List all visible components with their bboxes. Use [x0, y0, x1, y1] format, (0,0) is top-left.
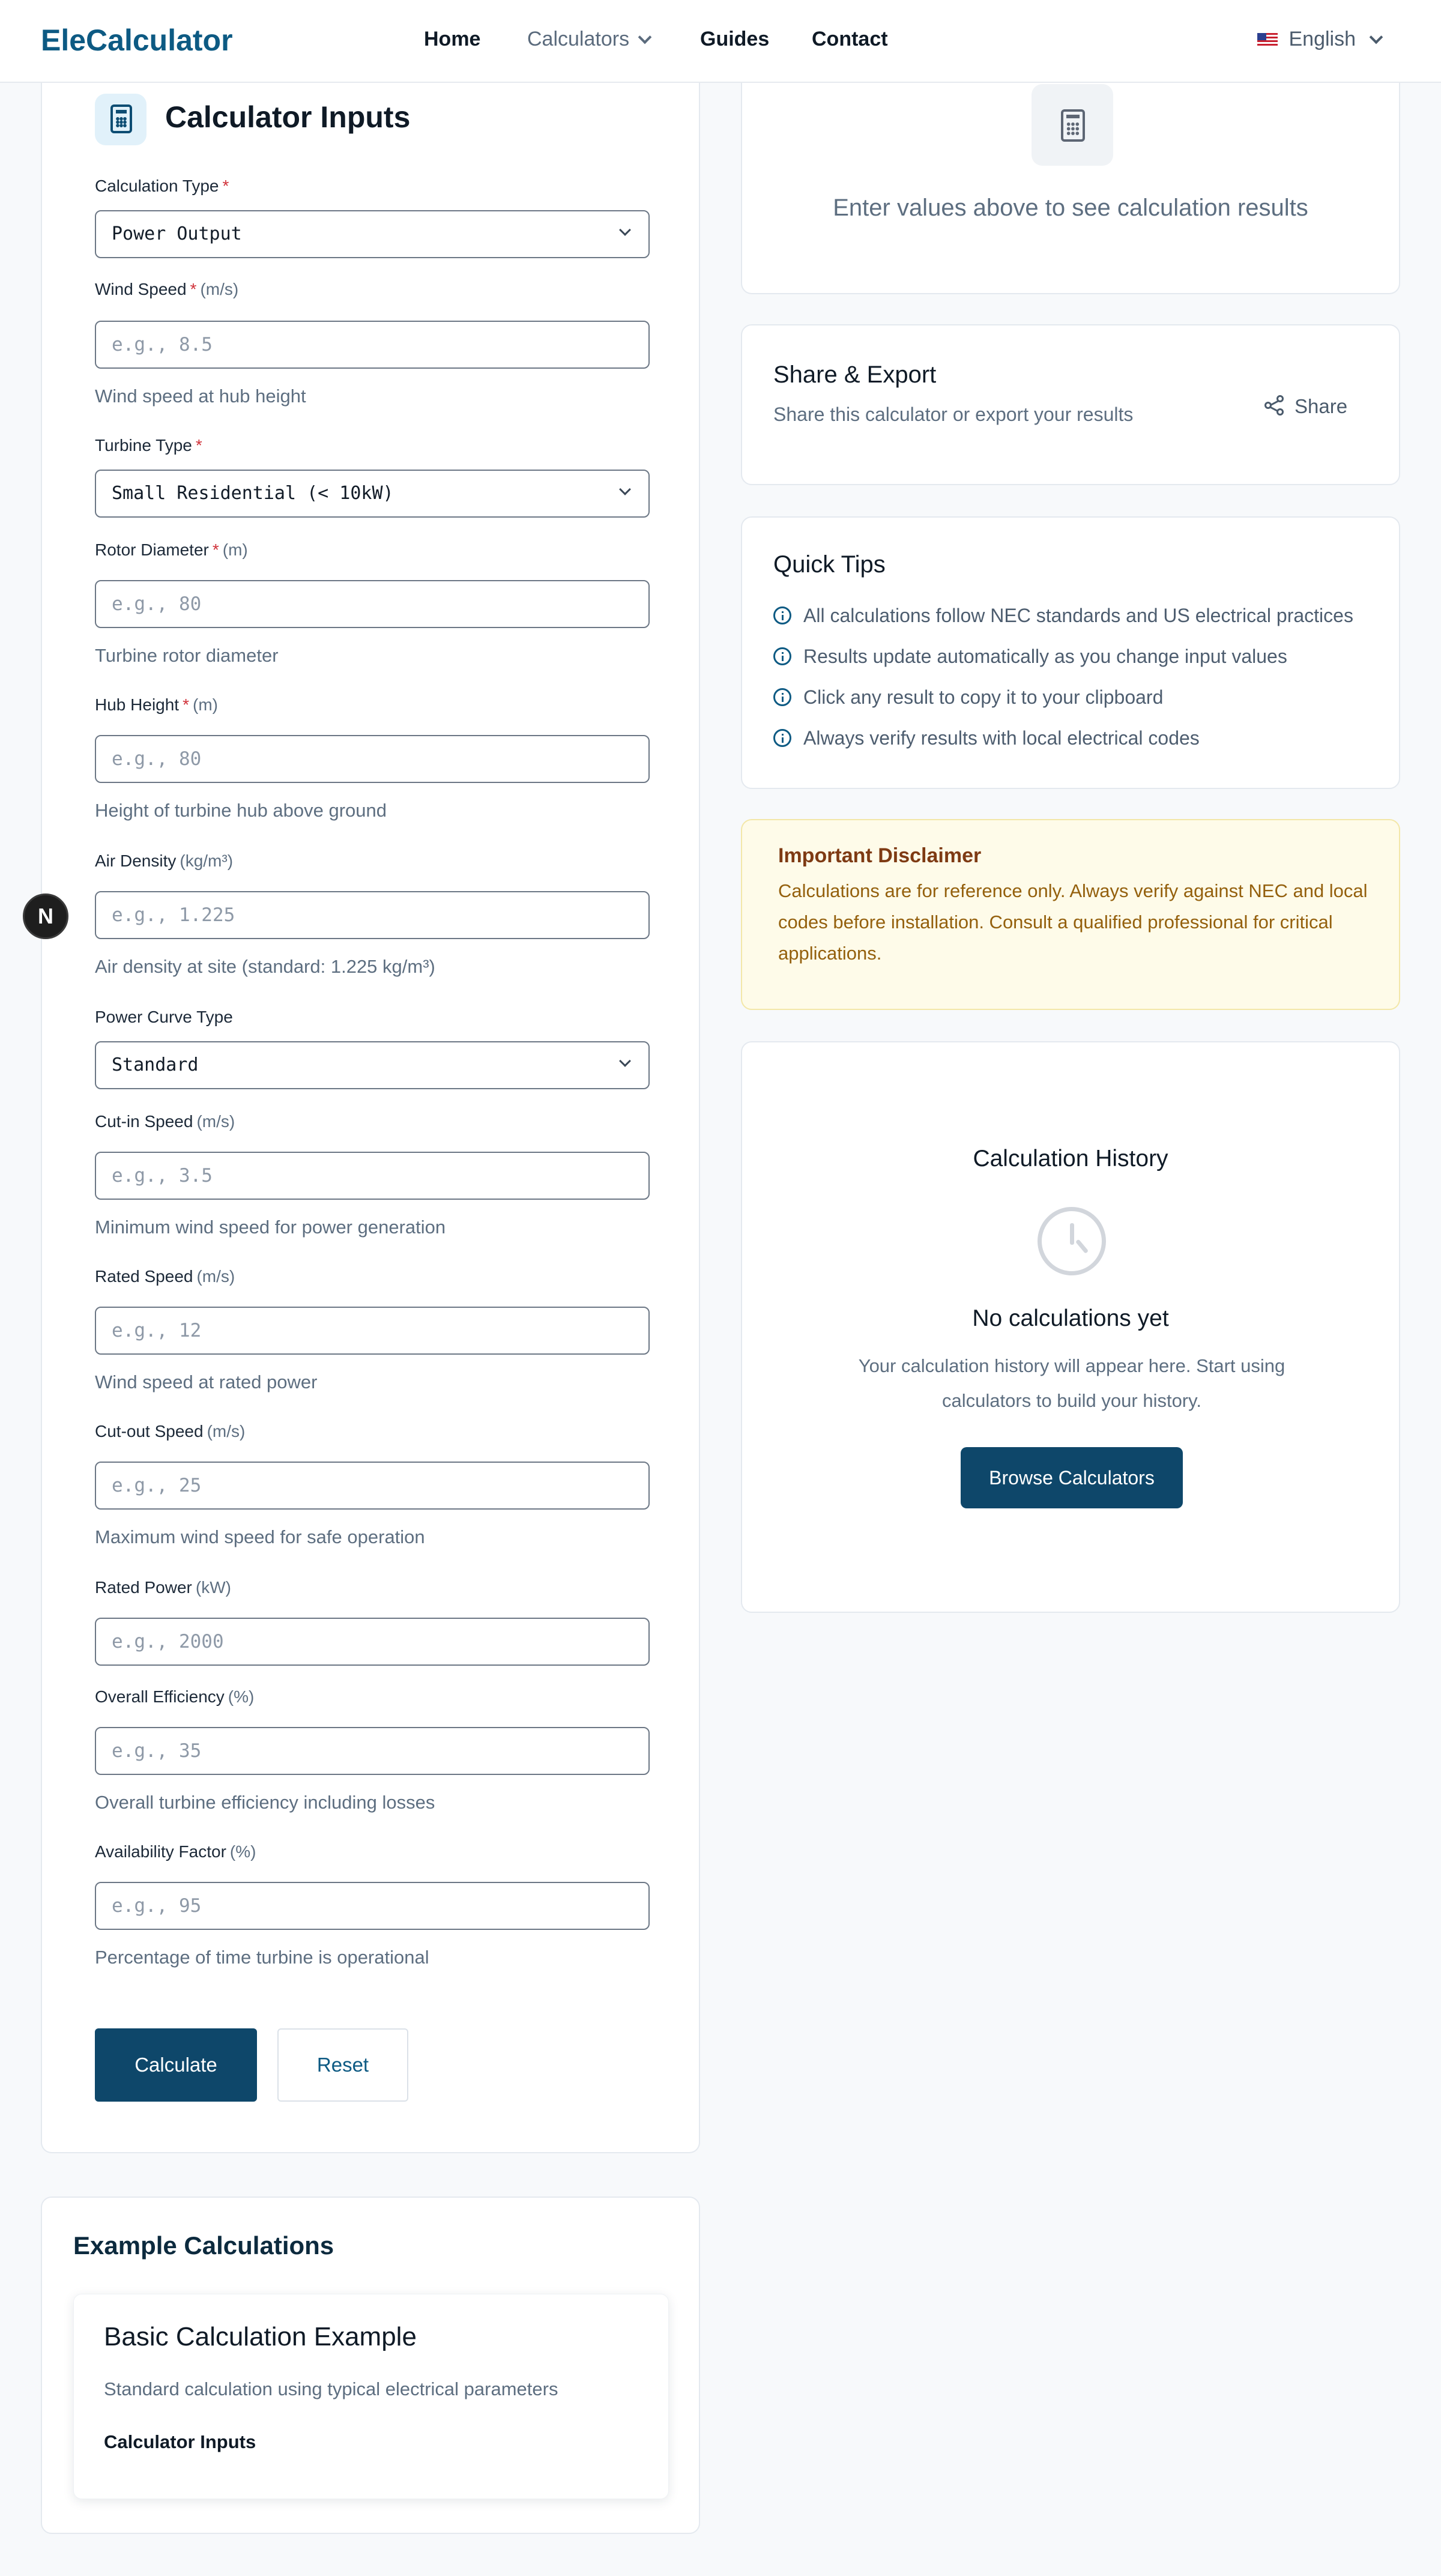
calculation-type-value: Power Output [112, 223, 242, 244]
tip-item: Results update automatically as you change input values [773, 645, 1287, 668]
unit-label: (kg/m³) [180, 851, 234, 870]
calculation-history-card [741, 1041, 1400, 1613]
power-curve-type-select[interactable] [95, 1041, 650, 1089]
example-item-title: Basic Calculation Example [104, 2322, 417, 2351]
example-calculations-card [41, 2197, 700, 2534]
chevron-down-icon [619, 483, 631, 495]
nav-contact[interactable]: Contact [812, 28, 888, 50]
wind-speed-help: Wind speed at hub height [95, 385, 306, 407]
rated-speed-label: Rated Speed (m/s) [95, 1267, 235, 1286]
us-flag-icon [1257, 33, 1278, 46]
unit-label: (m/s) [196, 1112, 235, 1131]
rated-power-label: Rated Power (kW) [95, 1578, 231, 1597]
browse-calculators-button[interactable]: Browse Calculators [961, 1447, 1183, 1508]
required-marker: * [183, 695, 189, 714]
turbine-type-select[interactable] [95, 470, 650, 518]
history-empty-title: No calculations yet [972, 1305, 1169, 1331]
overall-efficiency-input[interactable] [95, 1727, 650, 1775]
calculator-icon [1061, 109, 1085, 142]
availability-factor-input[interactable] [95, 1882, 650, 1930]
chevron-down-icon [638, 31, 652, 44]
calculator-icon-tile [1032, 84, 1113, 166]
unit-label: (m/s) [200, 280, 239, 298]
calculator-icon [110, 104, 132, 133]
cut-in-speed-label: Cut-in Speed (m/s) [95, 1112, 235, 1131]
site-logo[interactable]: EleCalculator [41, 23, 233, 57]
wind-speed-input[interactable] [95, 321, 650, 369]
overall-efficiency-help: Overall turbine efficiency including losses [95, 1792, 435, 1813]
example-item-subheading: Calculator Inputs [104, 2431, 256, 2452]
cut-out-speed-label: Cut-out Speed (m/s) [95, 1422, 246, 1441]
share-title: Share & Export [773, 361, 937, 388]
nav-calculators[interactable] [527, 28, 650, 51]
tip-item: Click any result to copy it to your clipboard [773, 686, 1163, 709]
nav-home[interactable]: Home [424, 28, 481, 50]
turbine-type-value: Small Residential (< 10kW) [112, 483, 394, 504]
required-marker: * [222, 177, 229, 195]
results-card [741, 60, 1400, 294]
air-density-input[interactable] [95, 891, 650, 939]
disclaimer-title: Important Disclaimer [778, 844, 982, 867]
info-icon [773, 606, 791, 624]
required-marker: * [195, 436, 202, 455]
quick-tips-title: Quick Tips [773, 551, 886, 578]
cut-out-speed-help: Maximum wind speed for safe operation [95, 1526, 425, 1547]
calculation-type-label: Calculation Type * [95, 177, 229, 195]
tip-item: All calculations follow NEC standards and US electrical practices [773, 604, 1353, 627]
example-calculations-title: Example Calculations [73, 2231, 334, 2260]
air-density-label: Air Density (kg/m³) [95, 851, 234, 870]
wind-speed-label: Wind Speed * (m/s) [95, 280, 239, 298]
power-curve-type-label: Power Curve Type [95, 1008, 233, 1026]
share-icon [1264, 395, 1286, 417]
unit-label: (m/s) [196, 1267, 235, 1286]
reset-button[interactable]: Reset [277, 2028, 408, 2102]
language-selector[interactable] [1257, 28, 1381, 51]
tip-item: Always verify results with local electrical codes [773, 727, 1200, 749]
hub-height-label: Hub Height * (m) [95, 695, 218, 714]
hub-height-help: Height of turbine hub above ground [95, 800, 387, 821]
rotor-diameter-label: Rotor Diameter * (m) [95, 540, 248, 559]
info-icon [773, 647, 791, 665]
availability-factor-help: Percentage of time turbine is operational [95, 1947, 429, 1968]
disclaimer-box [741, 819, 1400, 1010]
rated-power-input[interactable] [95, 1618, 650, 1666]
dev-tools-badge[interactable]: N [23, 893, 68, 939]
history-empty-description: Your calculation history will appear here. Start using calculators to build your history. [858, 1355, 1285, 1411]
history-title: Calculation History [973, 1146, 1168, 1172]
unit-label: (%) [229, 1842, 256, 1861]
calculator-icon-tile [95, 94, 147, 145]
rotor-diameter-help: Turbine rotor diameter [95, 645, 279, 666]
chevron-down-icon [1370, 31, 1383, 44]
chevron-down-icon [619, 1055, 631, 1067]
power-curve-type-value: Standard [112, 1054, 199, 1075]
unit-label: (kW) [195, 1578, 231, 1597]
nav-guides[interactable]: Guides [700, 28, 770, 50]
rated-speed-help: Wind speed at rated power [95, 1371, 318, 1392]
air-density-help: Air density at site (standard: 1.225 kg/m³) [95, 956, 435, 977]
calculate-button[interactable]: Calculate [95, 2028, 257, 2102]
share-description: Share this calculator or export your results [773, 404, 1134, 425]
nav-calculators-label: Calculators [527, 28, 630, 50]
clock-icon [1038, 1207, 1106, 1275]
example-item[interactable] [73, 2294, 669, 2499]
overall-efficiency-label: Overall Efficiency (%) [95, 1687, 255, 1706]
cut-out-speed-input[interactable] [95, 1462, 650, 1510]
info-icon [773, 729, 791, 747]
cut-in-speed-help: Minimum wind speed for power generation [95, 1217, 446, 1238]
calculator-inputs-card [41, 60, 700, 2153]
unit-label: (m) [222, 540, 248, 559]
site-header [0, 0, 1441, 83]
chevron-down-icon [619, 224, 631, 236]
rotor-diameter-input[interactable] [95, 580, 650, 628]
turbine-type-label: Turbine Type * [95, 436, 202, 455]
info-icon [773, 688, 791, 706]
share-button-label: Share [1294, 395, 1348, 417]
example-item-description: Standard calculation using typical electrical parameters [104, 2378, 558, 2399]
share-export-card [741, 324, 1400, 485]
required-marker: * [212, 540, 219, 559]
disclaimer-text: Calculations are for reference only. Always verify against NEC and local codes before installation. Consult a qualified professional for critical applications. [778, 880, 1368, 964]
language-label: English [1288, 28, 1356, 50]
unit-label: (%) [228, 1687, 255, 1706]
rated-speed-input[interactable] [95, 1307, 650, 1355]
unit-label: (m/s) [207, 1422, 246, 1441]
required-marker: * [190, 280, 197, 298]
calculation-type-select[interactable] [95, 210, 650, 258]
cut-in-speed-input[interactable] [95, 1152, 650, 1200]
availability-factor-label: Availability Factor (%) [95, 1842, 256, 1861]
card-title: Calculator Inputs [165, 100, 411, 134]
unit-label: (m) [193, 695, 218, 714]
hub-height-input[interactable] [95, 735, 650, 783]
quick-tips-card [741, 516, 1400, 789]
results-empty-text: Enter values above to see calculation results [833, 195, 1308, 221]
share-button[interactable] [1264, 392, 1347, 420]
